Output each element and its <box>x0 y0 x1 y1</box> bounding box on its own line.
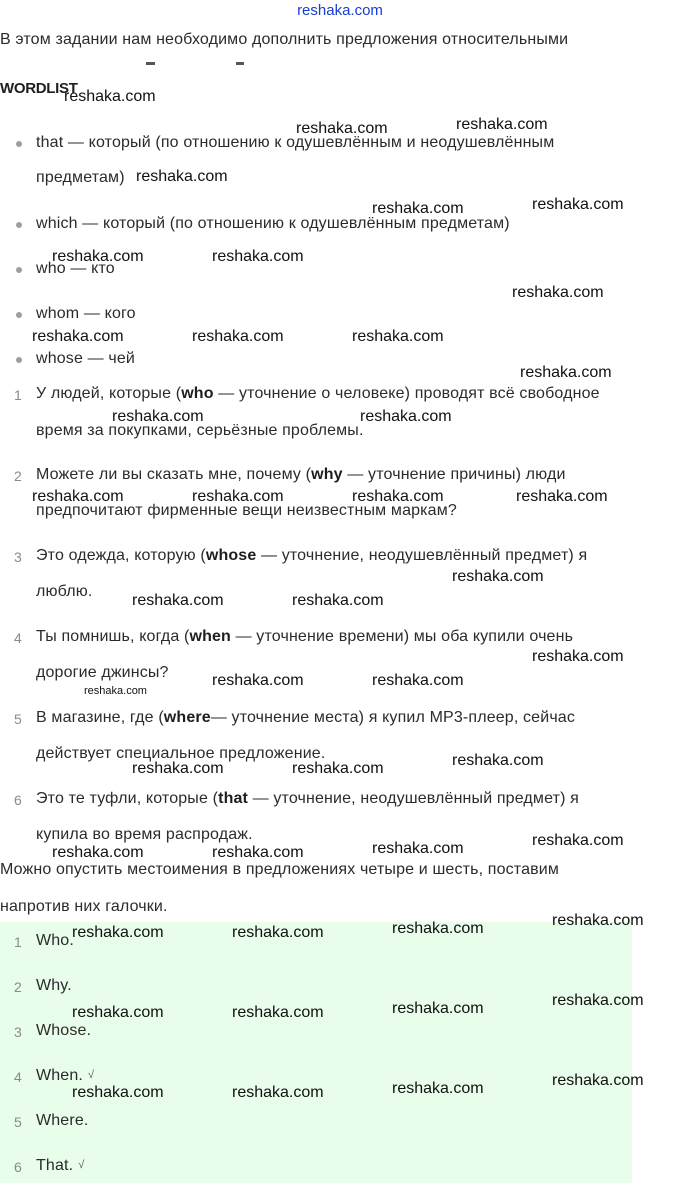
answer-number: 5 <box>14 1114 22 1130</box>
watermark: reshaka.com <box>232 1004 324 1021</box>
item-3-line-1: Это одежда, которую (whose — уточнение, неодушевлённый предмет) я <box>36 547 588 564</box>
item-5-line-1: В магазине, где (where— уточнение места) я купил MP3-плеер, сейчас <box>36 709 575 726</box>
answer-4: When. √ <box>36 1067 95 1084</box>
watermark: reshaka.com <box>532 648 624 665</box>
item-6-line-2: купила во время распродаж. <box>36 826 253 843</box>
watermark: reshaka.com <box>392 1080 484 1097</box>
watermark: reshaka.com <box>552 992 644 1009</box>
list-bullet <box>16 222 22 228</box>
note-line-1: Можно опустить местоимения в предложениях четыре и шесть, поставим <box>0 861 560 878</box>
watermark: reshaka.com <box>212 844 304 861</box>
watermark: reshaka.com <box>452 752 544 769</box>
answer-2: Why. <box>36 977 72 994</box>
item-1-line-2: время за покупками, серьёзные проблемы. <box>36 422 364 439</box>
answer-number: 4 <box>14 1069 22 1085</box>
keyword-when: when <box>189 628 231 645</box>
item-2-line-1: Можете ли вы сказать мне, почему (why — уточнение причины) люди <box>36 466 566 483</box>
watermark: reshaka.com <box>532 832 624 849</box>
item-4-line-2: дорогие джинсы? <box>36 664 169 681</box>
list-bullet <box>16 312 22 318</box>
keyword-why: why <box>311 466 343 483</box>
watermark: reshaka.com <box>72 1004 164 1021</box>
wordlist-heading: WORDLIST <box>0 80 78 97</box>
watermark: reshaka.com <box>52 844 144 861</box>
keyword-that: that <box>218 790 249 807</box>
watermark: reshaka.com <box>72 924 164 941</box>
watermark: reshaka.com <box>520 364 612 381</box>
watermark: reshaka.com <box>64 88 156 105</box>
item-5-line-2: действует специальное предложение. <box>36 745 326 762</box>
wordlist-item-that: that — который (по отношению к одушевлённым и неодушевлённым <box>36 134 555 151</box>
answer-6: That. √ <box>36 1157 85 1174</box>
item-6-line-1: Это те туфли, которые (that — уточнение, неодушевлённый предмет) я <box>36 790 579 807</box>
check-mark: √ <box>78 1159 85 1171</box>
watermark: reshaka.com <box>192 488 284 505</box>
watermark: reshaka.com <box>292 760 384 777</box>
watermark: reshaka.com <box>552 912 644 929</box>
intro-text: В этом задании нам необходимо дополнить предложения относительными <box>0 31 569 48</box>
check-mark: √ <box>88 1069 95 1081</box>
watermark: reshaka.com <box>372 672 464 689</box>
keyword-where: where <box>163 709 211 726</box>
watermark: reshaka.com <box>372 200 464 217</box>
watermark: reshaka.com <box>532 196 624 213</box>
item-number: 4 <box>14 630 22 646</box>
list-bullet <box>16 357 22 363</box>
watermark: reshaka.com <box>72 1084 164 1101</box>
item-number: 6 <box>14 792 22 808</box>
watermark: reshaka.com <box>372 840 464 857</box>
watermark: reshaka.com <box>212 248 304 265</box>
watermark: reshaka.com <box>516 488 608 505</box>
wordlist-item-who: who — кто <box>36 260 115 277</box>
watermark: reshaka.com <box>32 328 124 345</box>
watermark: reshaka.com <box>132 760 224 777</box>
answer-5: Where. <box>36 1112 89 1129</box>
watermark: reshaka.com <box>232 924 324 941</box>
wordlist-item-whom: whom — кого <box>36 305 136 322</box>
watermark: reshaka.com <box>132 592 224 609</box>
list-bullet <box>16 267 22 273</box>
watermark: reshaka.com <box>112 408 204 425</box>
item-1-line-1: У людей, которые (who — уточнение о человеке) проводят всё свободное <box>36 385 600 402</box>
item-number: 5 <box>14 711 22 727</box>
answer-1: Who. <box>36 932 74 949</box>
item-number: 2 <box>14 468 22 484</box>
keyword-who: who <box>181 385 214 402</box>
watermark: reshaka.com <box>212 672 304 689</box>
watermark: reshaka.com <box>232 1084 324 1101</box>
wordlist-item-that-cont: предметам) <box>36 169 125 186</box>
item-4-line-1: Ты помнишь, когда (when — уточнение времени) мы оба купили очень <box>36 628 574 645</box>
site-logo-link[interactable]: reshaka.com <box>297 2 383 19</box>
item-2-line-2: предпочитают фирменные вещи неизвестным маркам? <box>36 502 457 519</box>
watermark: reshaka.com <box>52 248 144 265</box>
watermark: reshaka.com <box>352 328 444 345</box>
watermark: reshaka.com <box>456 116 548 133</box>
answer-number: 6 <box>14 1159 22 1175</box>
note-line-2: напротив них галочки. <box>0 898 168 915</box>
answer-number: 3 <box>14 1024 22 1040</box>
watermark: reshaka.com <box>296 120 388 137</box>
watermark: reshaka.com <box>360 408 452 425</box>
watermark: reshaka.com <box>136 168 228 185</box>
watermark: reshaka.com <box>292 592 384 609</box>
watermark: reshaka.com <box>512 284 604 301</box>
list-bullet <box>16 141 22 147</box>
watermark: reshaka.com <box>352 488 444 505</box>
answer-number: 2 <box>14 979 22 995</box>
watermark: reshaka.com <box>192 328 284 345</box>
watermark: reshaka.com <box>84 685 147 697</box>
item-3-line-2: люблю. <box>36 583 93 600</box>
watermark: reshaka.com <box>392 920 484 937</box>
answer-block <box>0 922 632 1183</box>
keyword-whose: whose <box>205 547 257 564</box>
wordlist-item-which: which — который (по отношению к одушевлённым предметам) <box>36 215 510 232</box>
watermark: reshaka.com <box>452 568 544 585</box>
watermark: reshaka.com <box>552 1072 644 1089</box>
watermark: reshaka.com <box>392 1000 484 1017</box>
answer-3: Whose. <box>36 1022 92 1039</box>
clipped-text-fragment <box>140 62 260 68</box>
answer-number: 1 <box>14 934 22 950</box>
item-number: 3 <box>14 549 22 565</box>
watermark: reshaka.com <box>32 488 124 505</box>
item-number: 1 <box>14 387 22 403</box>
wordlist-item-whose: whose — чей <box>36 350 135 367</box>
